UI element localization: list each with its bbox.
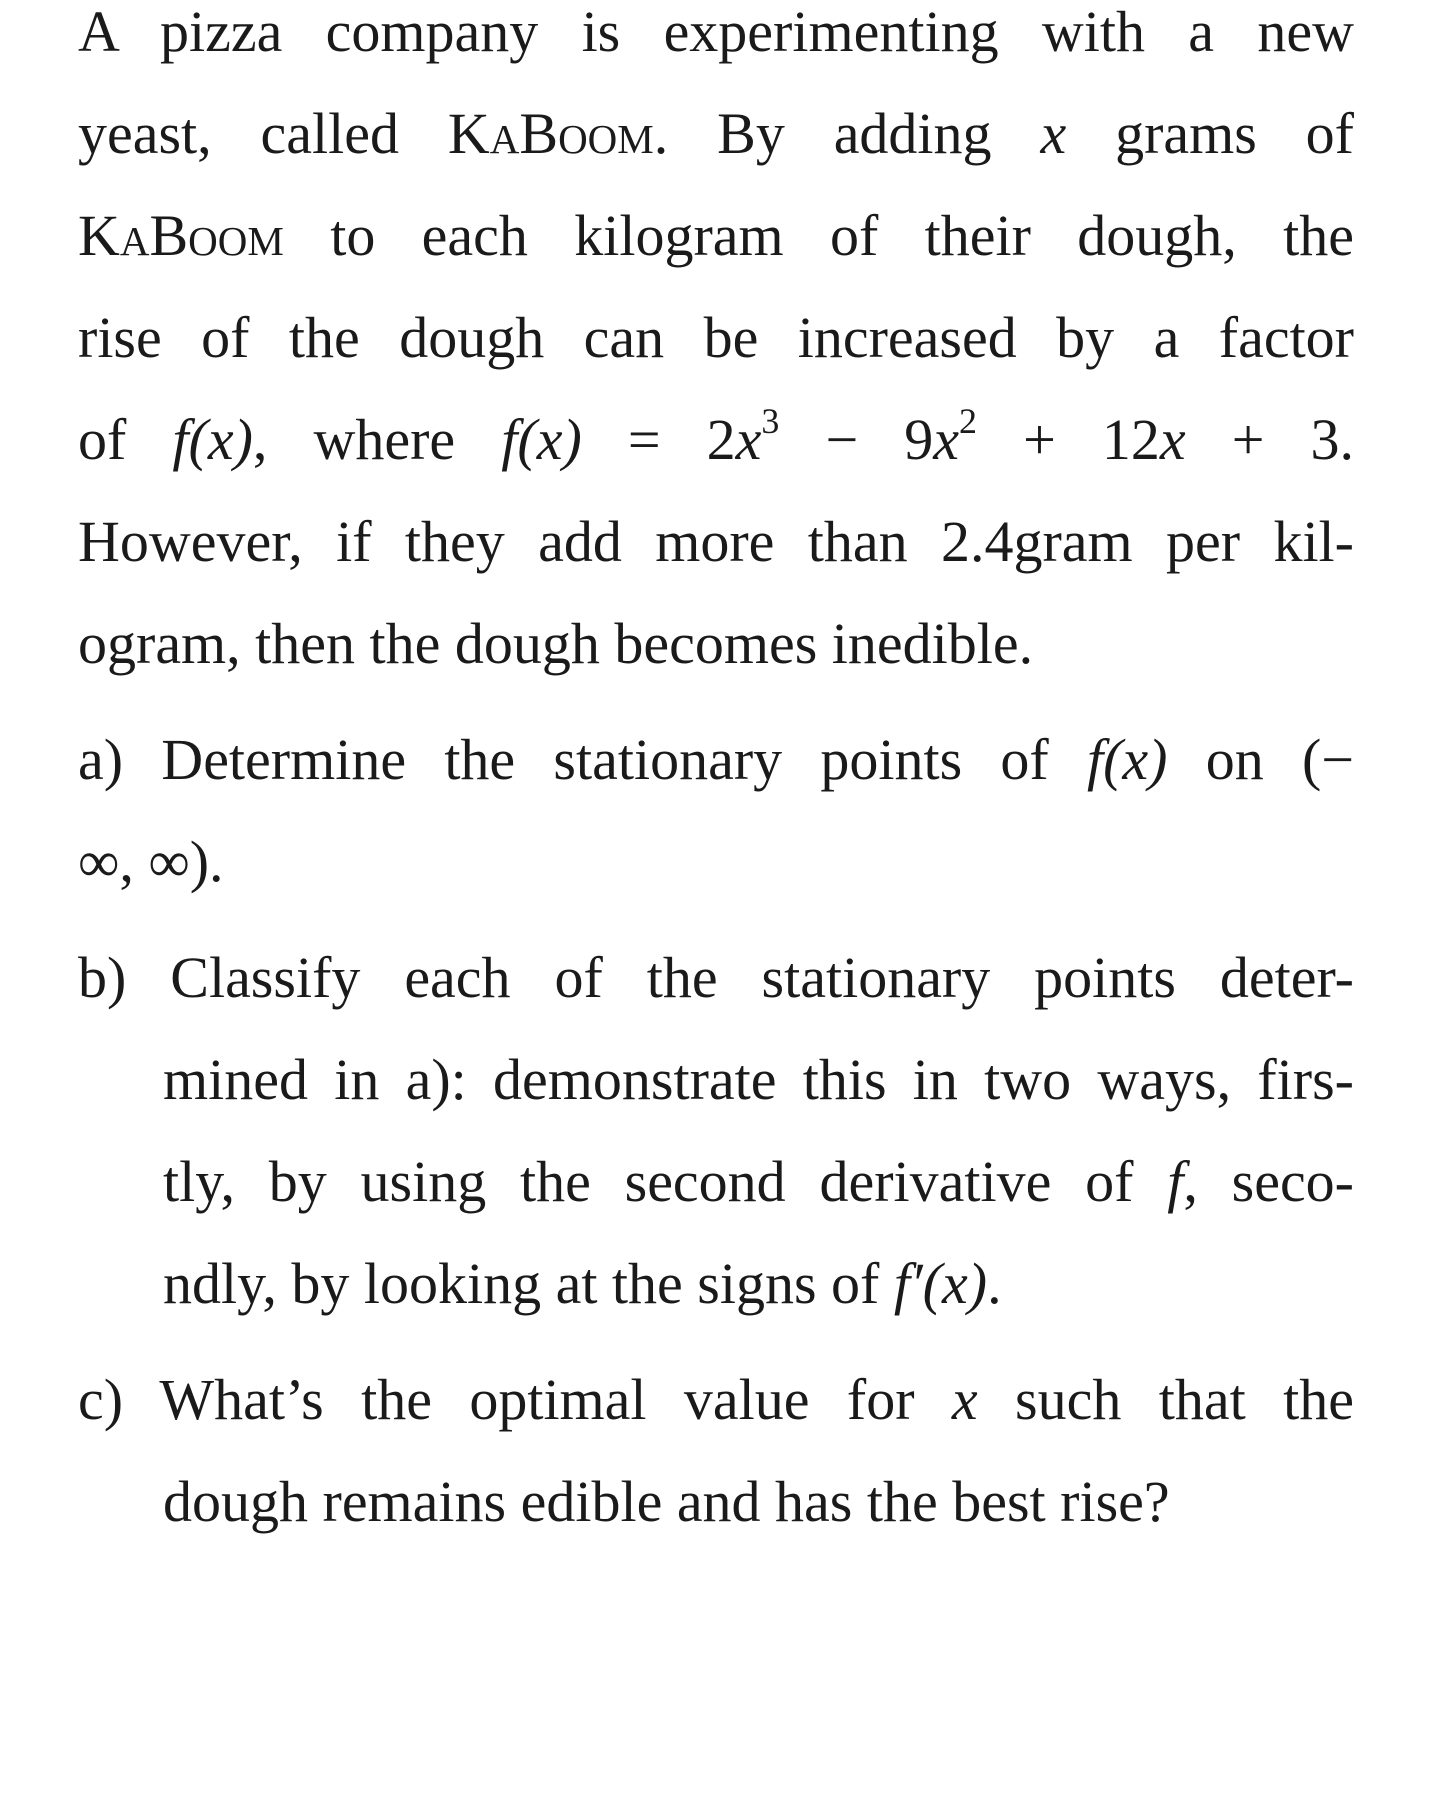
- equation-part: − 9: [779, 407, 934, 472]
- exponent: 3: [761, 401, 780, 442]
- question-b-line-3: [163, 1147, 1354, 1217]
- math-variable: x: [1040, 101, 1067, 166]
- question-label: c): [78, 1367, 124, 1432]
- question-label: a): [78, 727, 124, 792]
- intro-text: ogram, then the dough becomes inedible.: [78, 611, 1034, 676]
- equation-part: + 12: [976, 407, 1160, 472]
- intro-line-3: [78, 201, 1354, 271]
- question-b-line-2: [163, 1045, 1354, 1115]
- question-text: ndly, by looking at the signs of: [163, 1251, 894, 1316]
- question-text: such that the: [977, 1367, 1354, 1432]
- intro-text: However, if they add more than 2.4gram per kil-: [78, 509, 1354, 574]
- math-variable: x: [1159, 407, 1186, 472]
- question-a-line-2: [78, 827, 1354, 897]
- brand-name: KaBoom: [78, 203, 284, 268]
- intro-line-1: [78, 0, 1354, 67]
- question-text: dough remains edible and has the best rise?: [163, 1469, 1170, 1534]
- intro-text: , where: [252, 407, 502, 472]
- intro-text: . By adding: [653, 101, 1041, 166]
- math-variable: x: [933, 407, 959, 472]
- intro-text: grams of: [1066, 101, 1354, 166]
- math-function: f: [1167, 1149, 1184, 1214]
- question-c-line-2: [163, 1467, 1354, 1537]
- math-function: f(x): [172, 407, 253, 472]
- question-label: b): [78, 945, 127, 1010]
- question-a-line-1: [78, 725, 1354, 795]
- math-function: f(x): [1086, 727, 1168, 792]
- intro-text: to each kilogram of their dough, the: [283, 203, 1354, 268]
- question-b-line-1: [78, 943, 1354, 1013]
- intro-text: of: [78, 407, 173, 472]
- question-text: What’s the optimal value for: [123, 1367, 952, 1432]
- math-variable: x: [951, 1367, 978, 1432]
- intro-line-5: [78, 401, 1354, 475]
- intro-text: yeast, called: [78, 101, 448, 166]
- intro-text: A pizza company is experimenting with a new: [78, 0, 1354, 64]
- equation-part: = 2: [581, 407, 736, 472]
- exponent: 2: [959, 401, 977, 442]
- question-text: .: [987, 1251, 1002, 1316]
- math-interval: ∞, ∞).: [78, 829, 224, 894]
- question-text: Classify each of the stationary points deter-: [126, 945, 1354, 1010]
- question-text: on (−: [1167, 727, 1354, 792]
- intro-line-6: [78, 507, 1354, 577]
- question-text: mined in a): demonstrate this in two ways, firs-: [163, 1047, 1354, 1112]
- brand-name: KaBoom: [447, 101, 654, 166]
- intro-line-4: [78, 303, 1354, 373]
- math-variable: x: [735, 407, 762, 472]
- intro-text: rise of the dough can be increased by a factor: [78, 305, 1354, 370]
- intro-line-2: [78, 99, 1354, 169]
- question-b-line-4: [163, 1249, 1354, 1319]
- math-function: f(x): [501, 407, 582, 472]
- intro-line-7: [78, 609, 1354, 679]
- question-text: , seco-: [1183, 1149, 1354, 1214]
- question-text: Determine the stationary points of: [123, 727, 1087, 792]
- equation-part: + 3.: [1185, 407, 1354, 472]
- question-text: tly, by using the second derivative of: [163, 1149, 1168, 1214]
- math-derivative: f′(x): [893, 1251, 988, 1316]
- question-c-line-1: [78, 1365, 1354, 1435]
